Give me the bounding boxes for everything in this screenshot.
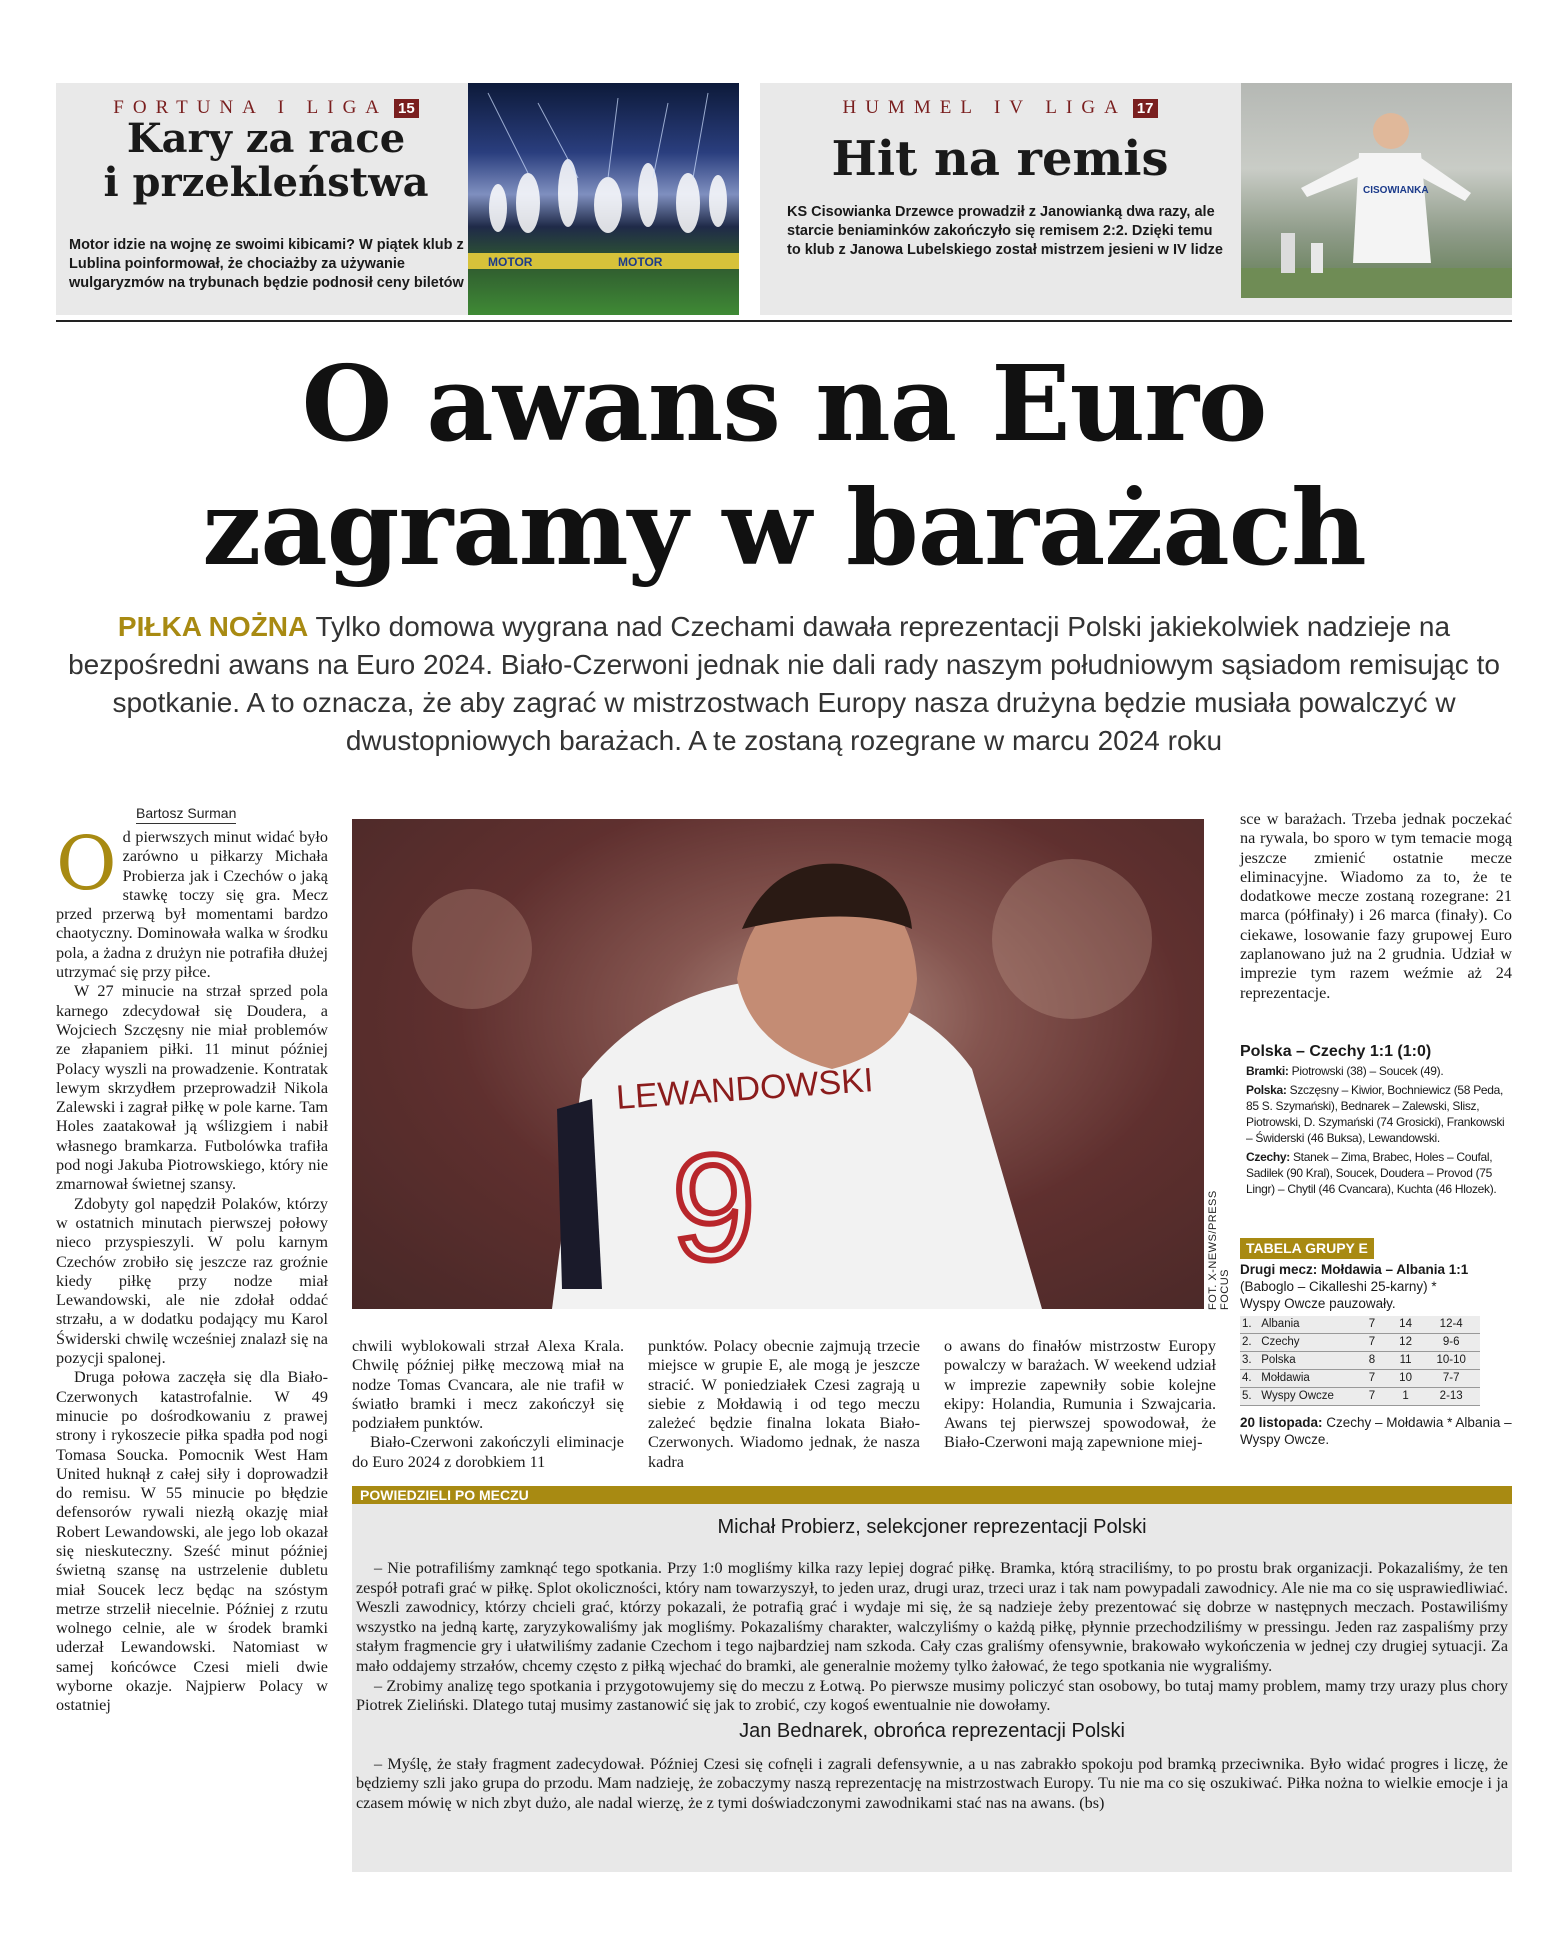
table-row (1240, 1388, 1480, 1406)
table-cell-pos: 5. (1240, 1388, 1259, 1406)
second-match (1240, 1261, 1512, 1295)
teaser-left-lead: Motor idzie na wojnę ze swoimi kibicami? W piątek klub z Lublina poinformował, że chociażby za używanie wulgaryzmów na trybunach będzie podnosił ceny biletów (69, 237, 464, 291)
table-cell-m: 7 (1355, 1334, 1389, 1352)
paragraph: W 27 minucie na strzał sprzed pola karnego zdecydował się Doudera, a Wojciech Szczęsny nie miał problemów ze złapaniem piłki. 11 minut później Polacy wyszli na prowadzenie. Kontratak lewym skrzydłem przeprowadził Nikola Zalewski i zagrał piłkę w pole karne. Tam Holes zaatakował ją wślizgiem i nabił własnego bramkarza. Futbolówka trafiła pod nogi Jakuba Piotrowskiego, który nie zmarnował świetnej szansy. (56, 982, 328, 1194)
table-cell-goals: 12-4 (1422, 1316, 1480, 1334)
table-cell-pts: 10 (1389, 1370, 1423, 1388)
lineup-text: Stanek – Zima, Brabec, Holes – Coufal, Sadilek (90 Kral), Soucek, Doudera – Provod (75 Lingr) – Chytil (46 Cvancara), Kuchta (46 Hlozek). (1246, 1150, 1497, 1196)
goals-text: Piotrowski (38) – Soucek (49). (1288, 1064, 1444, 1078)
table-cell-team: Mołdawia (1259, 1370, 1355, 1388)
next-fixtures (1240, 1414, 1512, 1448)
teaser-left-title (66, 117, 466, 205)
next-label: 20 listopada: (1240, 1415, 1323, 1430)
table-row (1240, 1334, 1480, 1352)
teaser-right-lead: KS Cisowianka Drzewce prowadził z Janowianką dwa razy, ale starcie beniaminków zakończyło się remisem 2:2. Dzięki temu to klub z Janowa Lubelskiego został mistrzem jesieni w IV lidze (787, 204, 1223, 258)
table-row (1240, 1316, 1480, 1334)
table-cell-goals: 9-6 (1422, 1334, 1480, 1352)
group-table-box (1240, 1238, 1512, 1448)
player-photo (1241, 83, 1512, 298)
paragraph: chwili wyblokowali strzał Alexa Krala. Chwilę później piłkę meczową miał na nodze Tomas Cvancara, ale nie trafił w światło bramki i mecz zakończył się podziałem punktów. (352, 1337, 624, 1433)
article-column-5 (1240, 810, 1512, 1003)
table-cell-m: 7 (1355, 1388, 1389, 1406)
table-cell-m: 7 (1355, 1370, 1389, 1388)
page-number-badge: 17 (1133, 99, 1158, 118)
table-cell-team: Czechy (1259, 1334, 1355, 1352)
top-divider (56, 320, 1512, 322)
lead-paragraph (60, 608, 1508, 760)
group-table-label: TABELA GRUPY E (1240, 1238, 1374, 1259)
table-cell-pts: 1 (1389, 1388, 1423, 1406)
headline-line: zagramy w barażach (202, 466, 1366, 589)
table-cell-pos: 4. (1240, 1370, 1259, 1388)
team-label: Czechy: (1246, 1150, 1290, 1164)
table-row (1240, 1370, 1480, 1388)
paragraph: punktów. Polacy obecnie zajmują trzecie miejsce w grupie E, ale mogą je jeszcze stracić. W poniedziałek Czesi zagrają u siebie z Mołdawią i od tego meczu zależeć będzie finalna lokata Biało-Czerwonych. Wiadomo jednak, że nasza kadra (648, 1337, 920, 1471)
paragraph: Biało-Czerwoni zakończyli eliminacje do Euro 2024 z dorobkiem 11 (352, 1433, 624, 1471)
teaser-left[interactable] (56, 83, 739, 315)
table-cell-pos: 2. (1240, 1334, 1259, 1352)
headline (56, 342, 1512, 590)
paragraph: o awans do finałów mistrzostw Europy powalczy w barażach. W weekend udział w imprezie zapewniły sobie kolejne ekipy: Holandia, Rumunia i Szwajcaria. Awans tej pierwszej spowodował, że Biało-Czerwoni mają zapewnione miej- (944, 1337, 1216, 1452)
teaser-right-kicker (760, 97, 1240, 119)
table-cell-m: 8 (1355, 1352, 1389, 1370)
kicker-text: FORTUNA I LIGA (113, 97, 389, 118)
teaser-right[interactable] (760, 83, 1512, 315)
article-column-3 (648, 1337, 920, 1472)
table-cell-pos: 1. (1240, 1316, 1259, 1334)
table-cell-team: Polska (1259, 1352, 1355, 1370)
next-text: Czechy – Mołdawia * Albania – Wyspy Owcze. (1240, 1415, 1512, 1447)
section-tag: PIŁKA NOŻNA (117, 611, 309, 642)
main-photo (352, 819, 1204, 1309)
quote-paragraph: – Nie potrafiliśmy zamknąć tego spotkania. Przy 1:0 mogliśmy kilka razy lepiej dograć piłkę. Bramka, którą straciliśmy, to po prostu brak organizacji. Pokazaliśmy, że ten zespół potrafi grać w piłkę. Splot okoliczności, który nam towarzyszył, to jeden uraz, drugi uraz, trzeci uraz i tak nam powypadali zawodnicy. Ale nie ma co się usprawiedliwiać. Weszli zawodnicy, którzy chcieli grać, którzy pokazali, że potrafią grać i wydaje mi się, że są nadzieje żeby prezentować się dobrze w następnych meczach. Postawiliśmy wszystko na jedną kartę, zaryzykowaliśmy jak mogliśmy. Pokazaliśmy charakter, walczyliśmy o każdą piłkę, płynnie przechodziliśmy w pressingu. Jeden raz zaspaliśmy przy stałym fragmencie gry i ułatwiliśmy zadanie Czechom i tego najbardziej nam szkoda. Cały czas graliśmy ofensywnie, brakowało wykończenia w jednej czy drugiej sytuacji. Za mało oddajemy strzałów, chcemy często z piłką wjechać do bramki, ale generalnie możemy tylko żałować, że tego spotkania nie wygraliśmy. (356, 1559, 1508, 1675)
goals-line (1246, 1063, 1512, 1079)
byline: Bartosz Surman (136, 805, 236, 824)
team-label: Polska: (1246, 1083, 1287, 1097)
match-title: Polska – Czechy 1:1 (1:0) (1240, 1043, 1432, 1060)
article-column-2 (352, 1337, 624, 1472)
table-cell-goals: 2-13 (1422, 1388, 1480, 1406)
standings-table (1240, 1316, 1480, 1406)
table-cell-goals: 7-7 (1422, 1370, 1480, 1388)
quote-text (356, 1559, 1508, 1716)
table-cell-pos: 3. (1240, 1352, 1259, 1370)
speaker-name: Jan Bednarek, obrońca reprezentacji Polski (739, 1719, 1125, 1742)
page-number-badge: 15 (394, 99, 419, 118)
main-photo-svg (352, 819, 1204, 1309)
table-cell-team: Wyspy Owcze (1259, 1388, 1355, 1406)
shirt-text: CISOWIANKA (1363, 185, 1429, 196)
paragraph (56, 821, 328, 982)
fans-photo-svg (468, 83, 739, 315)
match-report (1240, 1043, 1512, 1197)
title-line: Kary za race (126, 115, 406, 162)
quotes-box (352, 1486, 1512, 1872)
player-photo-svg (1241, 83, 1512, 298)
paragraph: sce w barażach. Trzeba jednak poczekać na rywala, bo sporo w tym temacie mogą jeszcze zmienić ostatnie mecze eliminacyjne. Wiadomo za to, że te dodatkowe mecze zostaną rozegrane: 21 marca (półfinały) i 26 marca (finały). Co ciekawe, losowanie fazy grupowej Euro zaplanowano już na 2 grudnia. Udział w imprezie tym razem weźmie aż 24 reprezentacje. (1240, 810, 1512, 1002)
quote-text (356, 1755, 1508, 1814)
photo-credit: FOT. X-NEWS/PRESS FOCUS (1207, 1190, 1231, 1310)
jersey-name: LEWANDOWSKI (614, 1061, 875, 1117)
fans-photo (468, 83, 739, 315)
kicker-text: HUMMEL IV LIGA (842, 97, 1127, 118)
headline-line: O awans na Euro (301, 342, 1267, 465)
goals-label: Bramki: (1246, 1064, 1289, 1078)
table-cell-pts: 11 (1389, 1352, 1423, 1370)
table-cell-team: Albania (1259, 1316, 1355, 1334)
jersey-number: 9 (672, 1123, 756, 1291)
banner-text: MOTOR (488, 255, 533, 269)
table-cell-goals: 10-10 (1422, 1352, 1480, 1370)
paragraph: Druga połowa zaczęła się dla Biało-Czerwonych katastrofalnie. W 49 minucie po dośrodkowaniu z prawej strony i rykoszecie piłka spadła pod nogi Tomasa Soucka. Pomocnik West Ham United huknął z całej siły i doprowadził do remisu. W 55 minucie po błędzie defensorów rywali niezłą okazję miał Robert Lewandowski, ale jego lob okazał się nieskuteczny. Sześć minut później świetną szansę na ustrzelenie dubletu miał Soucek lecz będąc na szóstym metrze strzelił niecelnie. Później z rzutu wolnego celnie, ale w środek bramki uderzał Lewandowski. Natomiast w samej końcówce Czesi mieli dwie wyborne okazje. Najpierw Polacy w ostatniej (56, 1368, 328, 1715)
second-match-detail: (Baboglo – Cikalleshi 25-karny) * (1240, 1279, 1437, 1294)
speaker-name: Michał Probierz, selekcjoner reprezentacji Polski (717, 1516, 1147, 1538)
standings-body (1240, 1316, 1480, 1406)
banner-text: MOTOR (618, 255, 663, 269)
table-row (1240, 1352, 1480, 1370)
table-cell-pts: 14 (1389, 1316, 1423, 1334)
table-cell-pts: 12 (1389, 1334, 1423, 1352)
article-column-1 (56, 821, 328, 1716)
teaser-right-title: Hit na remis (831, 131, 1169, 187)
drop-cap: O (56, 821, 117, 907)
quote-paragraph: – Myślę, że stały fragment zadecydował. Później Czesi się cofnęli i zagrali defensywnie, a u nas zabrakło spokoju pod bramką przeciwnika. Było widać progres i liczę, że będziemy szli jako grupa do przodu. Mam nadzieję, że zobaczymy naszą reprezentację na mistrzostwach Europy. Tu nie ma co się oszukiwać. Piłka nożna to wielkie emocje i ja czasem mówię w nich zbyt dużo, ale nadal wierzę, że z tymi doświadczonymi zawodnikami stać nas na awans. (bs) (356, 1754, 1508, 1812)
quotes-bar: POWIEDZIELI PO MECZU (352, 1486, 1512, 1504)
second-match-title: Drugi mecz: Mołdawia – Albania 1:1 (1240, 1262, 1469, 1277)
title-line: i przekleństwa (103, 159, 429, 206)
poland-lineup (1246, 1082, 1512, 1146)
lead-text: Tylko domowa wygrana nad Czechami dawała reprezentacji Polski jakiekolwiek nadzieje na bezpośredni awans na Euro 2024. Biało-Czerwoni jednak nie dali rady naszym południowym sąsiadom remisując to spotkanie. A to oznacza, że aby zagrać w mistrzostwach Europy nasza drużyna będzie musiała powalczyć w dwustopniowych barażach. A te zostaną rozegrane w marcu 2024 roku (68, 611, 1500, 756)
paragraph-text: d pierwszych minut widać było zarówno u piłkarzy Michała Probierza jak i Czechów o jaką stawkę toczy się gra. Mecz przed przerwą był momentami bardzo chaotyczny. Dominowała walka w środku pola, a żadna z drużyn nie potrafiła dłużej utrzymać się przy piłce. (56, 828, 328, 982)
bye-note: Wyspy Owcze pauzowały. (1240, 1296, 1396, 1311)
quote-paragraph: – Zrobimy analizę tego spotkania i przygotowujemy się do meczu z Łotwą. Po pierwsze musimy policzyć stan osobowy, bo tutaj mamy problem, mamy trzy urazy plus chory Piotrek Zieliński. Dlatego tutaj musimy zastanowić się jak to zrobić, czy kogoś ewentualnie nie dowołamy. (356, 1676, 1508, 1715)
paragraph: Zdobyty gol napędził Polaków, którzy w ostatnich minutach pierwszej połowy nieco przyspieszyli. W polu karnym Czechów zrobiło się jeszcze raz groźnie kiedy piłkę przy nodze miał Lewandowski, ale nie zdołał oddać strzału, a w dodatku podający mu Karol Świderski chwilę wcześniej znalazł się na pozycji spalonej. (56, 1194, 328, 1368)
article-column-4 (944, 1337, 1216, 1453)
czech-lineup (1246, 1149, 1512, 1197)
table-cell-m: 7 (1355, 1316, 1389, 1334)
lineup-text: Szczęsny – Kiwior, Bochniewicz (58 Peda, 85 S. Szymański), Bednarek – Zalewski, Slisz, Piotrowski, D. Szymański (74 Grosicki), Frankowski – Świderski (46 Buksa), Lewandowski. (1246, 1083, 1505, 1145)
